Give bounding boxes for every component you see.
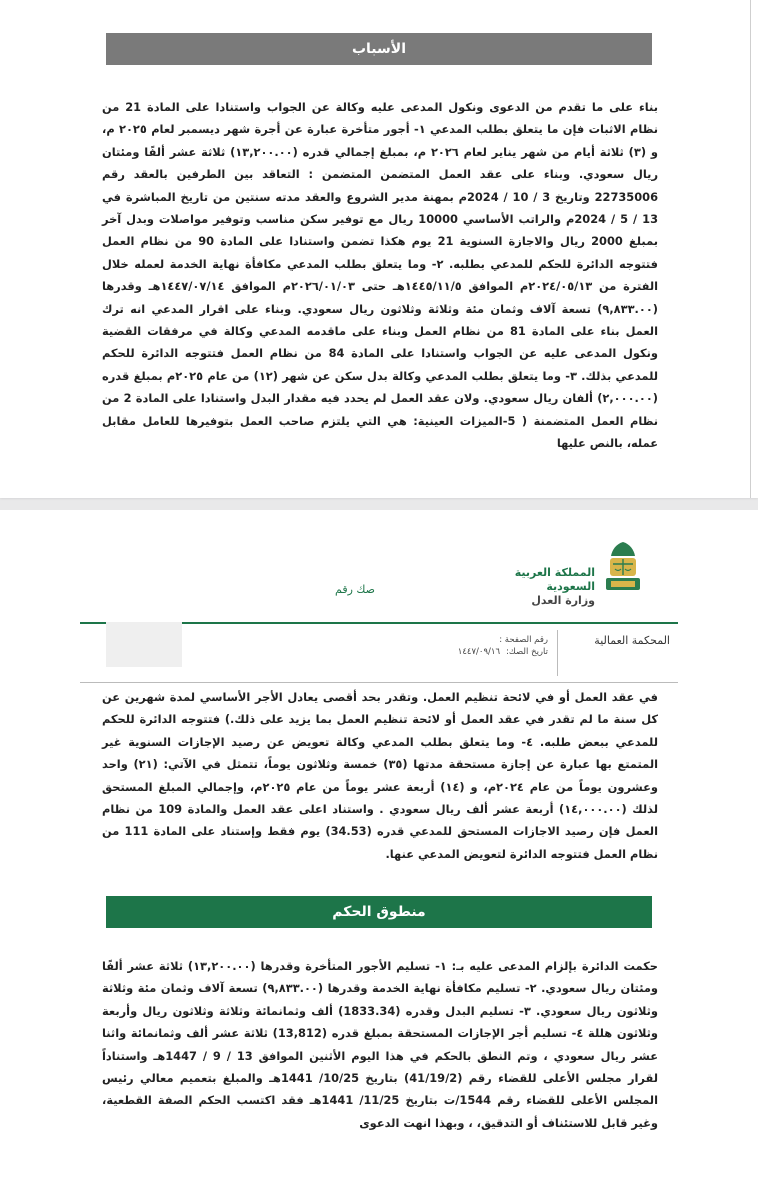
page-number-label: رقم الصفحة : [499,635,548,645]
section-heading-reasons [106,33,652,65]
court-name: المحكمة العمالية [594,634,670,647]
reasons-continued-paragraph: في عقد العمل أو في لائحة تنظيم العمل. وتقدر بحد أقصى يعادل الأجر الأساسي لمدة شهرين عن كل سنة ما لم تقدر في عقد العمل أو لائحة تنظيم العمل بما يزيد على ذلك.) فتتوجه الدائرة للحكم للمدعي ببعض طلبه. ٤- وما يتعلق بطلب المدعي وكالة تعويض عن رصيد الإجازات السنوية غير المتمتع بها عبارة عن إجازة مستحقة مدتها (٣٥) خمسة وثلاثون يوماً، تتمثل في الآتي: (٢١) واحد وعشرون يوماً من عام ٢٠٢٤م، و (١٤) أربعة عشر يوماً من عام ٢٠٢٥م، وإجمالي المبلغ المستحق لذلك (١٤,٠٠٠.٠٠) أربعة عشر ألف ريال سعودي . واستناد اعلى عقد العمل والمادة 109 من نظام العمل فإن رصيد الاجازات المستحق للمدعي قدره (34.53) يوم فقط وإستناد على المادة 111 من نظام العمل فتتوجه الدائرة لتعويض المدعي عنها. [102,690,658,861]
document-page-1 [0,0,758,498]
deed-meta [430,634,548,658]
deed-date-label: تاريخ الصك: [506,647,548,657]
redacted-area [106,622,182,667]
header-column-divider [557,630,558,676]
header-bottom-line [80,682,678,683]
ministry-name: وزارة العدل [531,594,595,607]
verdict-paragraph: حكمت الدائرة بإلزام المدعى عليه بـ: ١- تسليم الأجور المتأخرة وقدرها (١٣,٢٠٠.٠٠) ثلاثة عشر ألفًا ومئتان ريال سعودي. ٢- تسليم مكافأة نهاية الخدمة وقدرها (٩,٨٣٣.٠٠) تسعة آلاف وثمان مئة وثلاثة وثلاثون ريال سعودي. ٣- تسليم البدل وقدره (1833.34) ألف وثمانمائة وثلاثة وثلاثون ريال وأربعة وثلاثون هللة ٤- تسليم أجر الإجازات المستحقة بمبلغ قدره (13,812) ثلاثة عشر ألف وثمانمائة واثنا عشر ريال سعودي ، وتم النطق بالحكم في هذا اليوم الأثنين الموافق 13 / 9 / 1447هـ واستناداً لقرار مجلس الأعلى للقضاء رقم (41/19/2) بتاريخ 10/25/ 1441هـ والمبلغ بتعميم معالي رئيس المجلس الأعلى للقضاء رقم 1544/ت بتاريخ 11/25/ 1441هـ فقد اكتسب الحكم الصفة القطعية، وغير قابل للاستئناف أو التدقيق، ، وبهذا انهت الدعوى [102,959,658,1130]
section-heading-label: الأسباب [351,41,407,57]
deed-date-row [430,646,548,658]
deed-number-label: صك رقم [335,583,375,596]
section-heading-label: منطوق الحكم [332,904,426,920]
document-page-2 [0,510,758,1200]
section-heading-verdict [106,896,652,928]
ministry-block [480,566,595,608]
deed-date-value: ١٤٤٧/٠٩/١٦ [457,647,501,657]
page-edge [750,0,751,498]
saudi-emblem-icon [602,540,644,592]
country-name: المملكة العربية السعودية [514,566,595,593]
reasons-paragraph: بناء على ما تقدم من الدعوى ونكول المدعى عليه وكالة عن الجواب واستنادا على المادة 21 من نظام الاثبات فإن ما يتعلق بطلب المدعي ١- أجور متأخرة عبارة عن أجرة شهر ديسمبر لعام ٢٠٢٥ م، و (٣) ثلاثة أيام من شهر يناير لعام ٢٠٢٦ م، بمبلغ إجمالي قدره (١٣,٢٠٠.٠٠) ثلاثة عشر ألفًا ومئتان ريال سعودي. وبناء على عقد العمل المتضمن المتضمن : التعاقد بين الطرفين بالعقد رقم 22735006 وتاريخ 3 / 10 / 2024م بمهنة مدير الشروع والعقد مدته سنتين من تاريخ المباشرة في 13 / 5 / 2024م والراتب الأساسي 10000 ريال مع توفير سكن مناسب وتوفير مواصلات وبدل آخر بمبلغ 2000 ريال والاجازة السنوية 21 يوم هكذا تضمن واستنادا على المادة 90 من نظام العمل فتتوجه الدائرة للحكم للمدعي بطلبه. ٢- وما يتعلق بطلب المدعي مكافأة نهاية الخدمة لعمله خلال الفترة من ٢٠٢٤/٠٥/١٣م الموافق ١٤٤٥/١١/٥هـ حتى ٢٠٢٦/٠١/٠٣م الموافق ١٤٤٧/٠٧/١٤هـ وقدرها (٩,٨٣٣.٠٠) تسعة آلاف وثمان مئة وثلاثة وثلاثون ريال سعودي. وبناء على اقرار المدعي انه ترك العمل بناء على المادة 81 من نظام العمل وبناء على ماقدمه المدعي وكالة في مرفقات القضية ونكول المدعى عليه عن الجواب واستنادا على المادة 84 من نظام العمل فتتوجه الدائرة للحكم للمدعي بذلك. ٣- وما يتعلق بطلب المدعي وكالة بدل سكن عن شهر (١٢) من عام ٢٠٢٥م بمبلغ قدره (٢,٠٠٠.٠٠) ألفان ريال سعودي. ولان عقد العمل لم يحدد فيه مقدار البدل واستنادا على المادة 2 من نظام العمل المتضمنة ( 5-الميزات العينية: هي التي يلتزم صاحب العمل بتوفيرها للعامل مقابل عمله، بالنص عليها [102,100,658,451]
